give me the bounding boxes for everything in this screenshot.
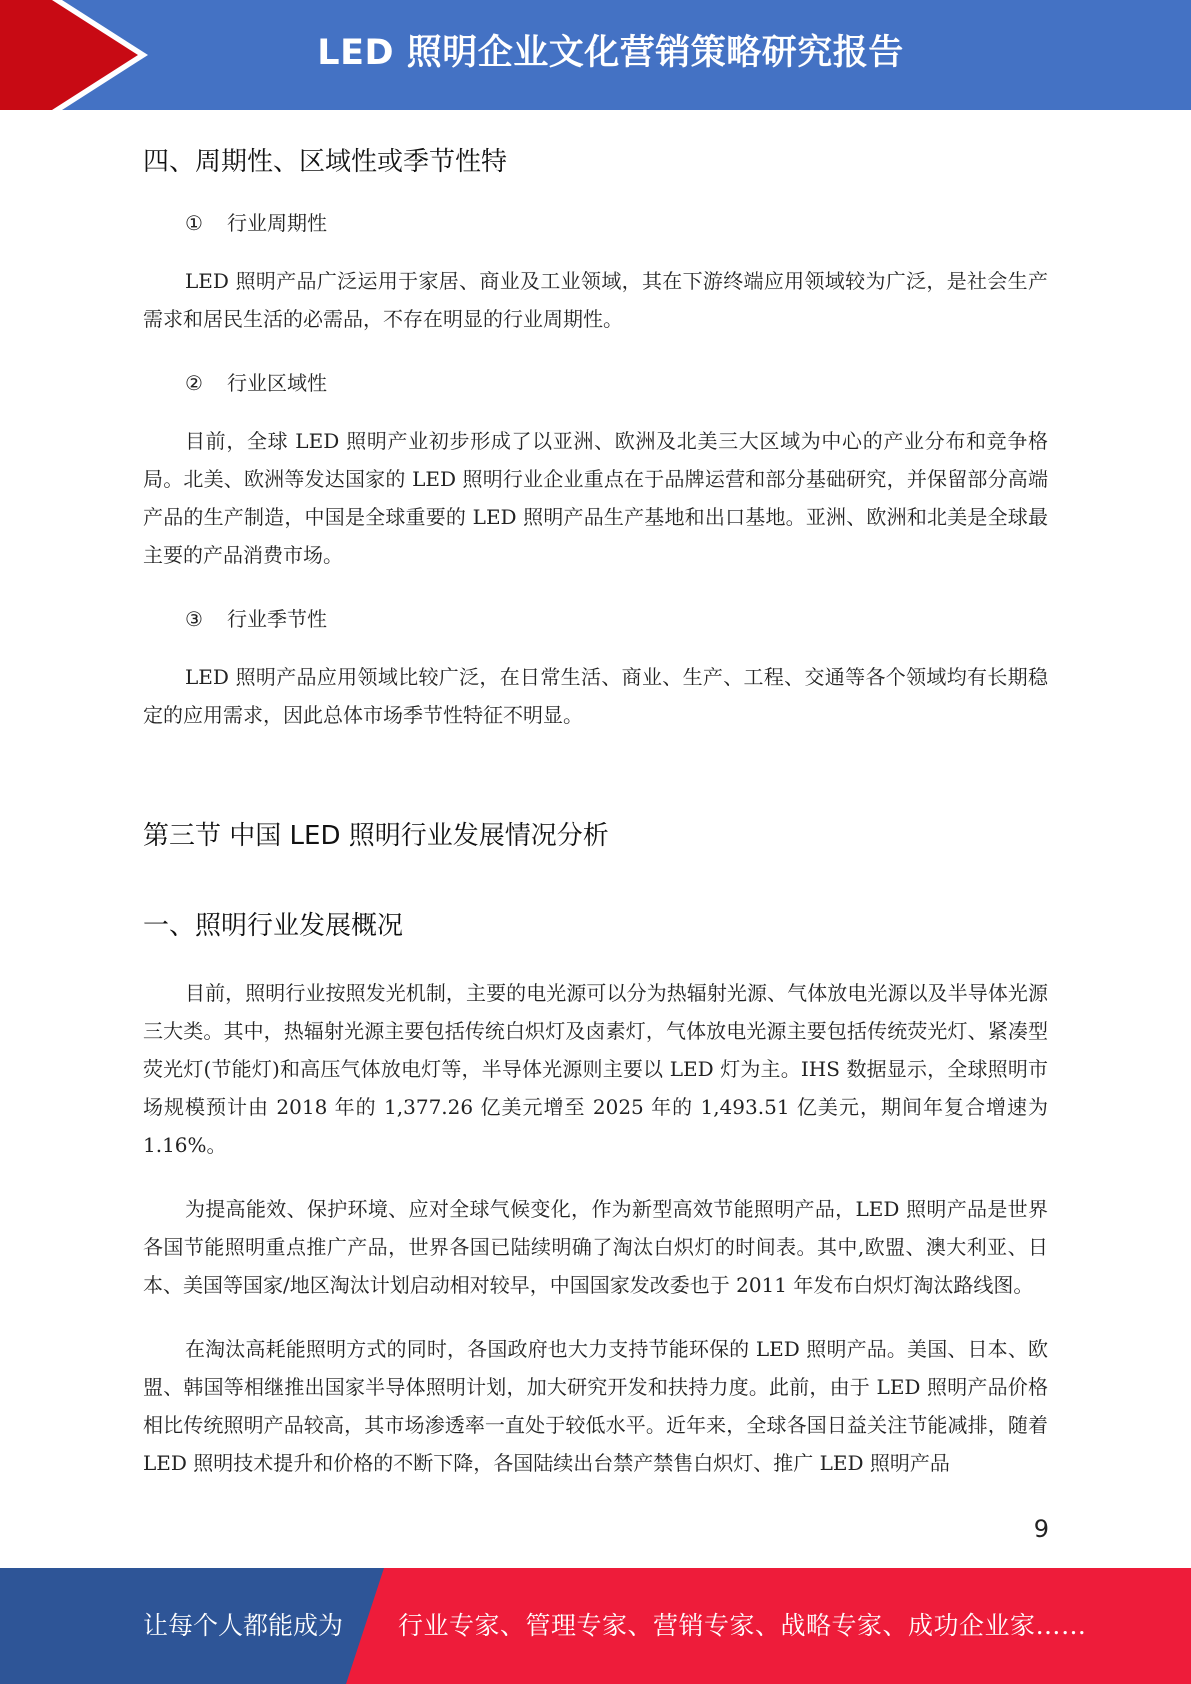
section-three-title: 第三节 中国 LED 照明行业发展情况分析 — [143, 821, 609, 851]
sub-heading-regionality — [143, 368, 1048, 398]
footer-slogan-right: 行业专家、管理专家、营销专家、战略专家、成功企业家…… — [398, 1611, 1087, 1640]
paragraph-cyclicality: LED 照明产品广泛运用于家居、商业及工业领域，其在下游终端应用领域较为广泛，是社会生产需求和居民生活的必需品，不存在明显的行业周期性。 — [143, 269, 1048, 331]
page-number: 9 — [1033, 1515, 1049, 1543]
overview-title: 一、照明行业发展概况 — [143, 911, 404, 941]
sub-heading-seasonality — [143, 604, 1048, 634]
footer-banner — [0, 1568, 1191, 1684]
item-number: ① — [185, 211, 203, 235]
sub-heading-label: 行业季节性 — [227, 607, 327, 631]
paragraph-seasonality: LED 照明产品应用领域比较广泛，在日常生活、商业、生产、工程、交通等各个领域均有长期稳定的应用需求，因此总体市场季节性特征不明显。 — [143, 665, 1048, 727]
section-four-title: 四、周期性、区域性或季节性特 — [143, 147, 508, 177]
sub-heading-cyclicality — [143, 208, 1048, 238]
item-number: ③ — [185, 607, 203, 631]
paragraph-regionality: 目前，全球 LED 照明产业初步形成了以亚洲、欧洲及北美三大区域为中心的产业分布和竞争格局。北美、欧洲等发达国家的 LED 照明行业企业重点在于品牌运营和部分基础研究，并保留部分高端产品的生产制造，中国是全球重要的 LED 照明产品生产基地和出口基地。亚洲、欧洲和北美是全球最主要的产品消费市场。 — [143, 429, 1048, 567]
report-title: LED 照明企业文化营销策略研究报告 — [317, 33, 904, 73]
footer-slogan-left: 让每个人都能成为 — [143, 1611, 344, 1640]
sub-heading-label: 行业周期性 — [227, 211, 327, 235]
overview-paragraph-1: 目前，照明行业按照发光机制，主要的电光源可以分为热辐射光源、气体放电光源以及半导体光源三大类。其中，热辐射光源主要包括传统白炽灯及卤素灯，气体放电光源主要包括传统荧光灯、紧凑型荧光灯(节能灯)和高压气体放电灯等，半导体光源则主要以 LED 灯为主。IHS 数据显示，全球照明市场规模预计由 2018 年的 1,377.26 亿美元增至 2025 年的 1,493.51 亿美元，期间年复合增速为 1.16%。 — [143, 981, 1048, 1157]
sub-heading-label: 行业区域性 — [227, 371, 327, 395]
overview-paragraph-3: 在淘汰高耗能照明方式的同时，各国政府也大力支持节能环保的 LED 照明产品。美国、日本、欧盟、韩国等相继推出国家半导体照明计划，加大研究开发和扶持力度。此前，由于 LED 照明产品价格相比传统照明产品较高，其市场渗透率一直处于较低水平。近年来，全球各国日益关注节能减排，随着 LED 照明技术提升和价格的不断下降，各国陆续出台禁产禁售白炽灯、推广 LED 照明产品 — [143, 1337, 1048, 1475]
header-banner — [0, 0, 1191, 110]
page-content — [143, 120, 1048, 1482]
item-number: ② — [185, 371, 203, 395]
overview-paragraph-2: 为提高能效、保护环境、应对全球气候变化，作为新型高效节能照明产品，LED 照明产品是世界各国节能照明重点推广产品，世界各国已陆续明确了淘汰白炽灯的时间表。其中,欧盟、澳大利亚、日本、美国等国家/地区淘汰计划启动相对较早，中国国家发改委也于 2011 年发布白炽灯淘汰路线图。 — [143, 1197, 1048, 1297]
